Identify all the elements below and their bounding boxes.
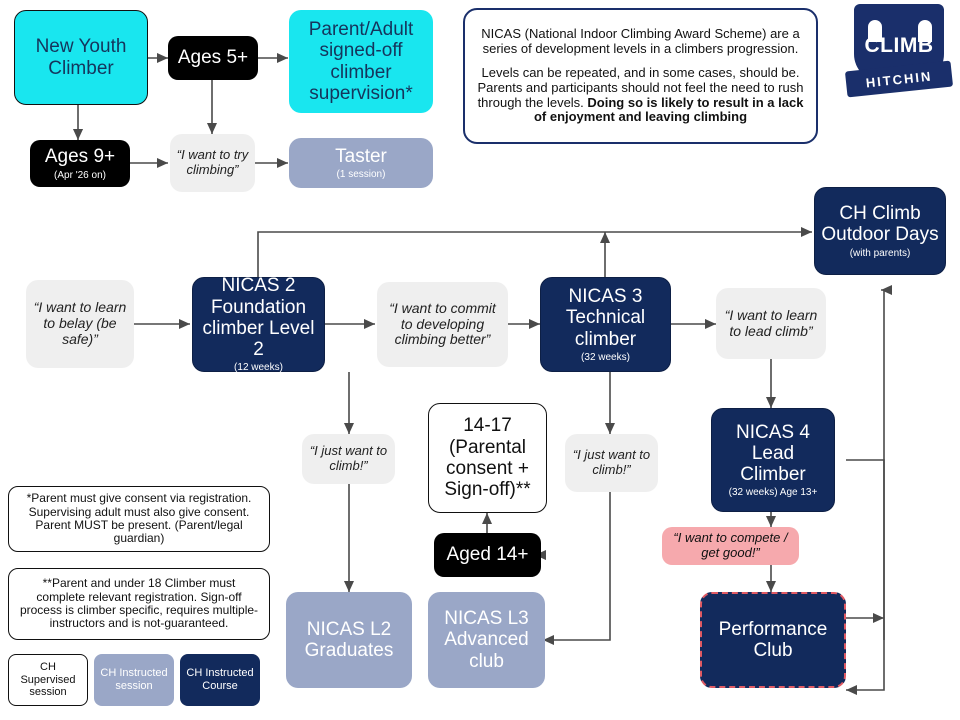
info-paragraph-2b: Doing so is likely to result in a lack of enjoyment and leaving climbing — [533, 94, 804, 125]
node-label: NICAS 2 Foundation climber Level 2 — [202, 275, 315, 361]
logo-wordmark: CLIMB — [864, 34, 934, 57]
node-label: Ages 5+ — [177, 47, 249, 69]
node-nicas-3[interactable] — [540, 277, 671, 372]
logo-subtext: HITCHIN — [865, 68, 933, 90]
node-14-17-parental-consent[interactable] — [428, 403, 547, 513]
node-ages-5-plus[interactable] — [168, 36, 258, 80]
footnote-signoff — [8, 568, 270, 640]
node-nicas-l3-advanced-club[interactable] — [428, 592, 545, 688]
node-sublabel: (with parents) — [849, 247, 911, 259]
node-nicas-4[interactable] — [711, 408, 835, 512]
node-label: 14-17 (Parental consent + Sign-off)** — [444, 415, 531, 501]
node-label: “I want to learn to belay (be safe)” — [33, 299, 127, 347]
info-paragraph-1: NICAS (National Indoor Climbing Award Scheme) are a series of development levels in a climbers progression. — [481, 26, 800, 56]
node-new-youth-climber[interactable] — [14, 10, 148, 105]
legend-item-instructed-session — [94, 654, 174, 706]
node-label: Taster — [335, 145, 387, 167]
node-i-want-to-learn-to-belay[interactable] — [26, 280, 134, 368]
info-paragraph-2 — [477, 66, 804, 124]
info-box-nicas — [463, 8, 818, 144]
footnote-parent-consent — [8, 486, 270, 552]
node-i-want-to-learn-to-lead[interactable] — [716, 288, 826, 359]
legend-item-supervised — [8, 654, 88, 706]
node-sublabel: (Apr '26 on) — [54, 169, 106, 181]
node-sublabel: (12 weeks) — [234, 362, 283, 374]
node-taster[interactable] — [289, 138, 433, 188]
node-i-just-want-to-climb-mid[interactable] — [565, 434, 658, 492]
node-label: Ages 9+ — [44, 146, 116, 168]
footnote-text: *Parent must give consent via registration. Supervising adult must also give consent. Parent MUST be present. (Parent/legal guardian) — [26, 491, 252, 546]
legend-label: CH Supervised session — [20, 661, 76, 699]
node-ages-9-plus[interactable] — [30, 140, 130, 187]
node-label: New Youth Climber — [35, 36, 127, 79]
node-sublabel: (32 weeks) — [581, 351, 630, 363]
node-i-want-to-compete[interactable] — [662, 527, 799, 565]
node-ch-climb-outdoor-days[interactable] — [814, 187, 946, 275]
node-label: “I just want to climb!” — [572, 447, 651, 477]
node-aged-14-plus[interactable] — [434, 533, 541, 577]
node-label: NICAS 4 Lead Climber — [736, 421, 810, 486]
node-label: NICAS 3 Technical climber — [565, 286, 646, 350]
legend-label: CH Instructed Course — [186, 667, 254, 692]
node-label: CH Climb Outdoor Days — [821, 203, 939, 246]
node-nicas-l2-graduates[interactable] — [286, 592, 412, 688]
node-label: “I just want to climb!” — [309, 443, 388, 473]
legend — [8, 654, 260, 706]
node-label: “I want to compete / get good!” — [673, 530, 788, 560]
node-sublabel: (32 weeks) Age 13+ — [728, 487, 818, 499]
node-nicas-2[interactable] — [192, 277, 325, 372]
node-sublabel: (1 session) — [336, 169, 386, 181]
node-label: Aged 14+ — [446, 544, 529, 566]
legend-label: CH Instructed session — [100, 667, 168, 692]
node-label: NICAS L2 Graduates — [304, 618, 394, 661]
node-i-want-to-commit[interactable] — [377, 282, 508, 367]
node-label: Parent/Adult signed-off climber supervision* — [308, 18, 414, 104]
node-i-just-want-to-climb-left[interactable] — [302, 434, 395, 484]
node-performance-club[interactable] — [700, 592, 846, 688]
node-label: Performance Club — [718, 618, 828, 661]
info-paragraph-2a: Levels can be repeated, and in some cases, should be. Parents and participants should not feel the need to rush through the levels. — [477, 65, 804, 110]
node-label: “I want to learn to lead climb” — [724, 306, 818, 339]
node-label: “I want to commit to developing climbing better” — [389, 299, 496, 348]
climb-hitchin-logo — [846, 4, 952, 112]
node-label: NICAS L3 Advanced club — [444, 608, 529, 672]
node-parent-adult-supervision[interactable] — [289, 10, 433, 113]
node-label: “I want to try climbing” — [176, 147, 249, 177]
node-i-want-to-try-climbing[interactable] — [170, 134, 255, 192]
footnote-text: **Parent and under 18 Climber must complete relevant registration. Sign-off process is climber specific, requires multiple-instructors and is not-guaranteed. — [19, 576, 259, 631]
legend-item-instructed-course — [180, 654, 260, 706]
